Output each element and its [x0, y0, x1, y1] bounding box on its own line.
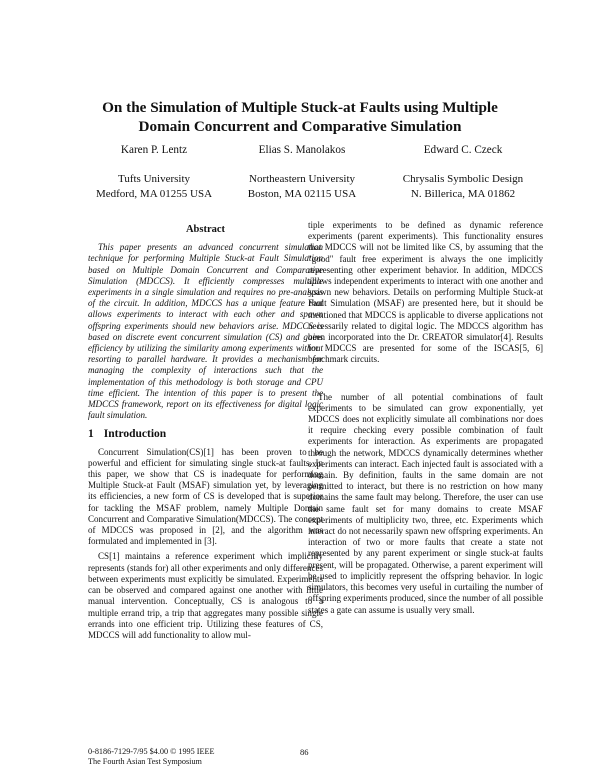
right-column [308, 220, 543, 616]
abstract-text: This paper presents an advanced concurrent simulation technique for performing Multiple Stuck-at Fault Simulation based on Multiple Domain Concurrent and Comparative Simulation (MDCCS). It efficiently compresses multiple experiments in a single simulation and requires no pre-analysis of the circuit. In addition, MDCCS has a unique feature that allows experiments to interact with each other and spawn offspring experiments should new behaviors arise. MDCCS is based on discrete event concurrent simulation (CS) and gains efficiency by utilizing the similarity among experiments without resorting to parallel hardware. It provides a mechanism for managing the complexity of interactions such that the implementation of this methodology is both storage and CPU time efficient. The intention of this paper is to present the MDCCS framework, report on its effectiveness for digital logic fault simulation. [88, 242, 323, 421]
intro-paragraph-2: CS[1] maintains a reference experiment which implicitly represents (stands for) all other experiments and only differences between experiments must explicitly be simulated. Experiments can be observed and compared against one another with little manual intervention. Conceptually, CS is analogous to a multiple errand trip, a trip that aggregates many possible single errands into one efficient trip. Utilizing these features of CS, MDCCS will add functionality to allow mul- [88, 551, 323, 640]
page-number: 86 [300, 747, 309, 757]
abstract-heading: Abstract [185, 224, 226, 235]
author-address: Medford, MA 01255 USA [95, 188, 213, 200]
page-footer [88, 747, 215, 766]
author-org: Chrysalis Symbolic Design [402, 173, 524, 185]
left-column [88, 224, 323, 641]
author-name: Elias S. Manolakos [258, 144, 346, 156]
right-paragraph-1: tiple experiments to be defined as dynamic reference experiments (parent experiments). This functionality ensures that MDCCS will not be limited like CS, by assuming that the "good" fault free experiment is always the one implicitly representing other experiment behavior. In addition, MDCCS allows independent experiments to interact with one another and spawn new behaviors. Details on performing Multiple Stuck-at Fault Simulation (MSAF) are presented here, but it should be mentioned that MDCCS is applicable to diverse applications not necessarily related to digital logic. The MDCCS algorithm has been incorporated into the Dr. CREATOR simulator[4]. Results for MDCCS are presented for some of the ISCAS[5, 6] benchmark circuits. [308, 220, 543, 365]
symposium-line: The Fourth Asian Test Symposium [88, 756, 202, 766]
intro-paragraph-1: Concurrent Simulation(CS)[1] has been proven to be powerful and efficient for simulating single stuck-at faults. In this paper, we show that CS is inadequate for performing Multiple Stuck-at Fault (MSAF) simulation yet, by leveraging its efficiencies, a new form of CS is developed that is superior for tackling the MSAF problem, namely Multiple Domain Concurrent and Comparative Simulation(MDCCS). The concept of MDCCS was proposed in [2], and the algorithm was formulated and implemented in [3]. [88, 446, 323, 547]
author-name: Karen P. Lentz [120, 144, 188, 156]
author-org: Northeastern University [249, 173, 355, 185]
section-title: Introduction [103, 428, 167, 441]
title-line-1: On the Simulation of Multiple Stuck-at Faults using Multiple [102, 99, 498, 116]
author-name: Edward C. Czeck [423, 144, 503, 156]
paper-title [60, 98, 540, 136]
right-paragraph-2: The number of all potential combinations of fault experiments to be simulated can grow exponentially, yet MDCCS does not explicitly simulate all combinations nor does it require checking every possible combination of fault experiments for interaction. As experiments are propagated through the network, MDCCS dynamically determines whether experiments can interact. Each injected fault is associated with a domain. By definition, faults in the same domain are not permitted to interact, but there is no restriction on how many domains the same fault may belong. Therefore, the user can use the same fault set for many domains to create MSAF experiments of multiplicity two, three, etc. Experiments which interact do not necessarily spawn new offspring experiments. An interaction of two or more faults that create a state not represented by any parent experiment or single stuck-at faults present, will be propagated. Otherwise, a parent experiment will be used to implicitly represent the offspring behavior. In logic simulators, this becomes very useful in curtailing the number of offspring experiments produced, since the number of all possible states a gate can assume is usually very small. [308, 391, 543, 615]
author-address: Boston, MA 02115 USA [247, 188, 357, 200]
copyright-line: 0-8186-7129-7/95 $4.00 © 1995 IEEE [88, 747, 215, 756]
author-block-3 [378, 143, 548, 202]
title-line-2: Domain Concurrent and Comparative Simulation [138, 118, 462, 135]
author-address: N. Billerica, MA 01862 [410, 188, 516, 200]
author-block-2 [222, 143, 382, 202]
section-heading-introduction [88, 429, 323, 440]
author-block-1 [74, 143, 234, 202]
author-org: Tufts University [117, 173, 191, 185]
section-number: 1 [88, 428, 94, 441]
